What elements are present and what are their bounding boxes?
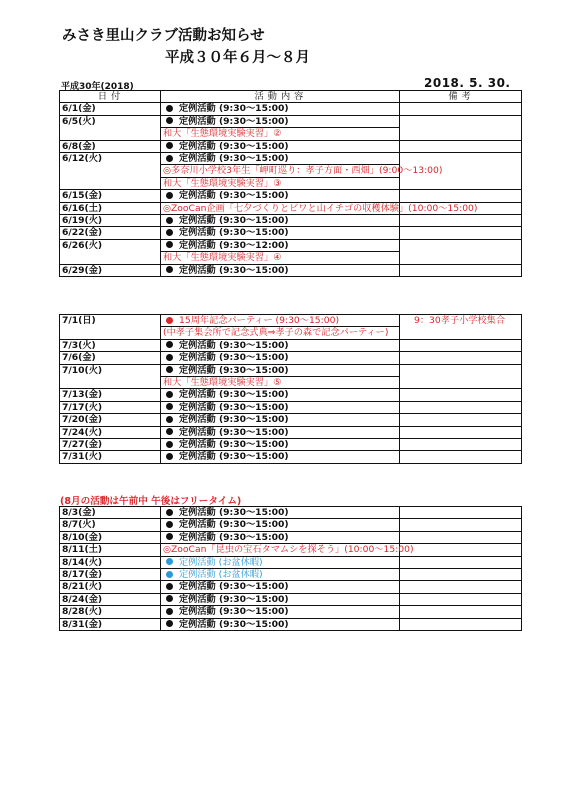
table-row — [60, 581, 522, 593]
activity-cell — [161, 531, 400, 543]
activity-cell — [161, 202, 478, 214]
table-row — [60, 177, 522, 189]
activity-cell — [161, 519, 400, 531]
table-row — [60, 264, 522, 276]
activity-text: 定例活動 (9:30～15:00) — [179, 115, 289, 127]
table-row — [60, 339, 522, 351]
activity-cell — [161, 140, 400, 152]
activity-cell — [161, 252, 400, 264]
activity-cell — [161, 451, 400, 463]
date-cell — [60, 165, 161, 177]
activity-text: 和大「生態環境実験実習」⑤ — [163, 377, 282, 389]
activity-text: 和大「生態環境実験実習」② — [163, 128, 282, 140]
bullet-icon — [166, 583, 173, 590]
activity-cell — [161, 177, 400, 189]
bullet-icon — [166, 608, 173, 615]
june-schedule-table — [59, 90, 522, 277]
activity-text: (中孝子集会所で記念式典⇒孝子の森で記念パーティー) — [163, 327, 389, 339]
table-row — [60, 128, 522, 140]
activity-cell — [161, 165, 443, 177]
bullet-icon — [166, 354, 173, 361]
activity-cell — [161, 606, 400, 618]
date-cell: 7/31(火) — [60, 451, 161, 463]
table-row — [60, 103, 522, 115]
activity-cell — [161, 439, 400, 451]
date-cell: 7/1(日) — [60, 315, 161, 327]
august-note: (8月の活動は午前中 午後はフリータイム) — [60, 496, 242, 507]
activity-text: 定例活動 (9:30～15:00) — [179, 401, 289, 413]
date-cell: 7/27(金) — [60, 439, 161, 451]
bullet-icon — [166, 105, 173, 112]
bullet-icon — [166, 509, 173, 516]
activity-text: ◎ZooCan企画「七夕づくりとビワと山イチゴの収穫体験」(10:00～15:00) — [163, 202, 478, 214]
activity-cell — [161, 377, 400, 389]
bullet-icon — [166, 266, 173, 273]
table-row — [60, 202, 522, 214]
date-cell — [60, 327, 161, 339]
bullet-icon — [166, 391, 173, 398]
activity-cell — [161, 581, 400, 593]
date-cell: 8/7(火) — [60, 519, 161, 531]
activity-cell — [161, 128, 400, 140]
activity-cell — [161, 389, 400, 401]
header-row — [60, 91, 522, 103]
era-label: 平成30年(2018) — [61, 82, 134, 92]
activity-text: 定例活動 (お盆休暇) — [179, 556, 263, 568]
activity-cell — [161, 264, 400, 276]
bullet-icon — [166, 241, 173, 248]
date-cell: 7/3(火) — [60, 339, 161, 351]
date-cell: 8/21(火) — [60, 581, 161, 593]
activity-text: 定例活動 (9:30～15:00) — [179, 215, 289, 227]
date-cell: 8/3(金) — [60, 507, 161, 519]
notes-cell — [400, 531, 522, 543]
notes-cell — [400, 227, 522, 239]
notes-cell — [400, 519, 522, 531]
notes-cell — [400, 190, 522, 202]
bullet-icon — [166, 416, 173, 423]
activity-cell — [161, 315, 400, 327]
bullet-icon — [166, 620, 173, 627]
bullet-icon — [166, 192, 173, 199]
notes-cell — [400, 215, 522, 227]
table-row — [60, 593, 522, 605]
table-row — [60, 165, 522, 177]
bullet-icon — [166, 533, 173, 540]
activity-cell — [161, 593, 400, 605]
activity-text: 定例活動 (9:30～15:00) — [179, 364, 289, 376]
date-cell: 6/22(金) — [60, 227, 161, 239]
notes-cell — [400, 140, 522, 152]
date-cell: 8/10(金) — [60, 531, 161, 543]
notes-cell — [400, 103, 522, 115]
date-cell — [60, 252, 161, 264]
activity-text: 定例活動 (9:30～15:00) — [179, 606, 289, 618]
august-schedule-table — [59, 506, 522, 631]
bullet-icon — [166, 117, 173, 124]
notes-cell — [400, 115, 522, 127]
date-cell: 6/16(土) — [60, 202, 161, 214]
activity-cell — [161, 364, 400, 376]
bullet-icon — [166, 403, 173, 410]
title-line-1: みさき里山クラブ活動お知らせ — [62, 28, 265, 44]
activity-cell — [161, 227, 400, 239]
table-row — [60, 606, 522, 618]
table-row — [60, 352, 522, 364]
table-row — [60, 531, 522, 543]
table-row — [60, 140, 522, 152]
activity-text: 定例活動 (9:30～15:00) — [179, 264, 289, 276]
activity-cell — [161, 215, 400, 227]
bullet-icon — [166, 428, 173, 435]
activity-cell — [161, 103, 400, 115]
activity-cell — [161, 339, 400, 351]
activity-cell — [161, 153, 400, 165]
notes-cell — [400, 507, 522, 519]
notes-cell — [400, 128, 522, 140]
date-cell: 6/12(火) — [60, 153, 161, 165]
activity-text: 和大「生態環境実験実習」④ — [163, 252, 282, 264]
table-row — [60, 239, 522, 251]
bullet-icon — [166, 341, 173, 348]
bullet-icon — [166, 217, 173, 224]
header-date: 日付 — [60, 91, 161, 103]
date-cell: 8/24(金) — [60, 593, 161, 605]
notes-cell — [400, 377, 522, 389]
activity-text: 定例活動 (9:30～15:00) — [179, 190, 289, 202]
activity-cell — [161, 190, 400, 202]
notes-cell — [400, 556, 522, 568]
date-cell: 6/26(火) — [60, 239, 161, 251]
notes-cell — [400, 426, 522, 438]
notes-cell — [400, 364, 522, 376]
table-row — [60, 519, 522, 531]
activity-text: 定例活動 (9:30～15:00) — [179, 103, 289, 115]
table-row — [60, 215, 522, 227]
notes-cell — [400, 177, 522, 189]
date-cell: 6/8(金) — [60, 140, 161, 152]
activity-cell — [161, 115, 400, 127]
activity-text: 定例活動 (9:30～15:00) — [179, 519, 289, 531]
july-schedule-table — [59, 314, 522, 464]
table-row — [60, 377, 522, 389]
date-cell: 7/17(火) — [60, 401, 161, 413]
notes-cell — [400, 327, 522, 339]
table-row — [60, 426, 522, 438]
notes-cell — [400, 414, 522, 426]
notes-cell — [400, 252, 522, 264]
title-line-2: 平成３０年６月～８月 — [165, 50, 310, 66]
activity-text: 定例活動 (9:30～15:00) — [179, 618, 289, 630]
activity-cell — [161, 569, 400, 581]
date-cell: 7/6(金) — [60, 352, 161, 364]
table-row — [60, 414, 522, 426]
activity-text: 定例活動 (お盆休暇) — [179, 569, 263, 581]
notes-cell — [400, 544, 522, 556]
activity-text: ◎多奈川小学校3年生「岬町巡り：孝子方面・西畑」(9:00～13:00) — [163, 165, 443, 177]
date-cell: 8/31(金) — [60, 618, 161, 630]
date-cell: 6/19(火) — [60, 215, 161, 227]
notes-cell — [400, 352, 522, 364]
bullet-icon — [166, 521, 173, 528]
activity-text: 定例活動 (9:30～15:00) — [179, 426, 289, 438]
table-row — [60, 327, 522, 339]
date-cell: 8/28(火) — [60, 606, 161, 618]
date-cell — [60, 377, 161, 389]
bullet-icon — [166, 317, 173, 324]
table-row — [60, 190, 522, 202]
bullet-icon — [166, 366, 173, 373]
bullet-icon — [166, 595, 173, 602]
table-row — [60, 451, 522, 463]
notes-cell — [400, 581, 522, 593]
notes-cell — [400, 264, 522, 276]
notes-cell — [400, 389, 522, 401]
date-cell: 7/24(火) — [60, 426, 161, 438]
activity-text: 定例活動 (9:30～15:00) — [179, 414, 289, 426]
date-cell: 7/20(金) — [60, 414, 161, 426]
activity-text: 定例活動 (9:30～15:00) — [179, 531, 289, 543]
table-row — [60, 439, 522, 451]
bullet-icon — [166, 453, 173, 460]
activity-text: 定例活動 (9:30～15:00) — [179, 581, 289, 593]
date-cell — [60, 128, 161, 140]
notes-cell — [400, 239, 522, 251]
activity-text: 定例活動 (9:30～15:00) — [179, 451, 289, 463]
activity-text: 和大「生態環境実験実習」③ — [163, 177, 282, 189]
date-cell: 7/13(金) — [60, 389, 161, 401]
notes-cell — [400, 451, 522, 463]
activity-cell — [161, 352, 400, 364]
activity-cell — [161, 401, 400, 413]
date-cell: 8/11(土) — [60, 544, 161, 556]
table-row — [60, 227, 522, 239]
notes-cell — [400, 618, 522, 630]
issue-date: 2018. 5. 30. — [424, 76, 511, 90]
activity-cell — [161, 507, 400, 519]
activity-cell — [161, 426, 400, 438]
bullet-icon — [166, 571, 173, 578]
table-row — [60, 252, 522, 264]
activity-cell — [161, 556, 400, 568]
bullet-icon — [166, 155, 173, 162]
table-row — [60, 153, 522, 165]
header-notes: 備考 — [400, 91, 522, 103]
activity-text: ◎ZooCan「昆虫の宝石タマムシを探そう」(10:00～15:00) — [163, 544, 414, 556]
notes-cell: 9：30孝子小学校集合 — [400, 315, 522, 327]
notes-cell — [400, 569, 522, 581]
activity-text: 定例活動 (9:30～15:00) — [179, 140, 289, 152]
activity-cell — [161, 544, 414, 556]
table-row — [60, 556, 522, 568]
activity-text: 定例活動 (9:30～15:00) — [179, 507, 289, 518]
activity-text: 定例活動 (9:30～15:00) — [179, 593, 289, 605]
table-row — [60, 401, 522, 413]
notes-cell — [400, 339, 522, 351]
table-row — [60, 115, 522, 127]
activity-text: 定例活動 (9:30～15:00) — [179, 352, 289, 364]
date-cell — [60, 177, 161, 189]
bullet-icon — [166, 558, 173, 565]
notes-cell — [400, 439, 522, 451]
table-row — [60, 569, 522, 581]
header-content: 活動内容 — [161, 91, 400, 103]
notes-cell — [400, 593, 522, 605]
activity-cell — [161, 414, 400, 426]
activity-text: 15周年記念パーティー (9:30～15:00) — [179, 315, 340, 326]
activity-cell — [161, 327, 400, 339]
activity-text: 定例活動 (9:30～15:00) — [179, 339, 289, 351]
activity-text: 定例活動 (9:30～15:00) — [179, 153, 289, 165]
date-cell: 6/29(金) — [60, 264, 161, 276]
table-row — [60, 618, 522, 630]
activity-cell — [161, 618, 400, 630]
date-cell: 6/5(火) — [60, 115, 161, 127]
table-row — [60, 389, 522, 401]
table-row — [60, 507, 522, 519]
table-row — [60, 315, 522, 327]
activity-text: 定例活動 (9:30～15:00) — [179, 389, 289, 401]
notes-cell — [400, 153, 522, 165]
bullet-icon — [166, 441, 173, 448]
bullet-icon — [166, 229, 173, 236]
date-cell: 8/14(火) — [60, 556, 161, 568]
notes-cell — [400, 401, 522, 413]
activity-cell — [161, 239, 400, 251]
activity-text: 定例活動 (9:30～12:00) — [179, 239, 289, 251]
date-cell: 8/17(金) — [60, 569, 161, 581]
bullet-icon — [166, 142, 173, 149]
notes-cell — [400, 606, 522, 618]
date-cell: 6/1(金) — [60, 103, 161, 115]
table-row — [60, 364, 522, 376]
table-row — [60, 544, 522, 556]
activity-text: 定例活動 (9:30～15:00) — [179, 227, 289, 239]
date-cell: 6/15(金) — [60, 190, 161, 202]
date-cell: 7/10(火) — [60, 364, 161, 376]
activity-text: 定例活動 (9:30～15:00) — [179, 439, 289, 451]
